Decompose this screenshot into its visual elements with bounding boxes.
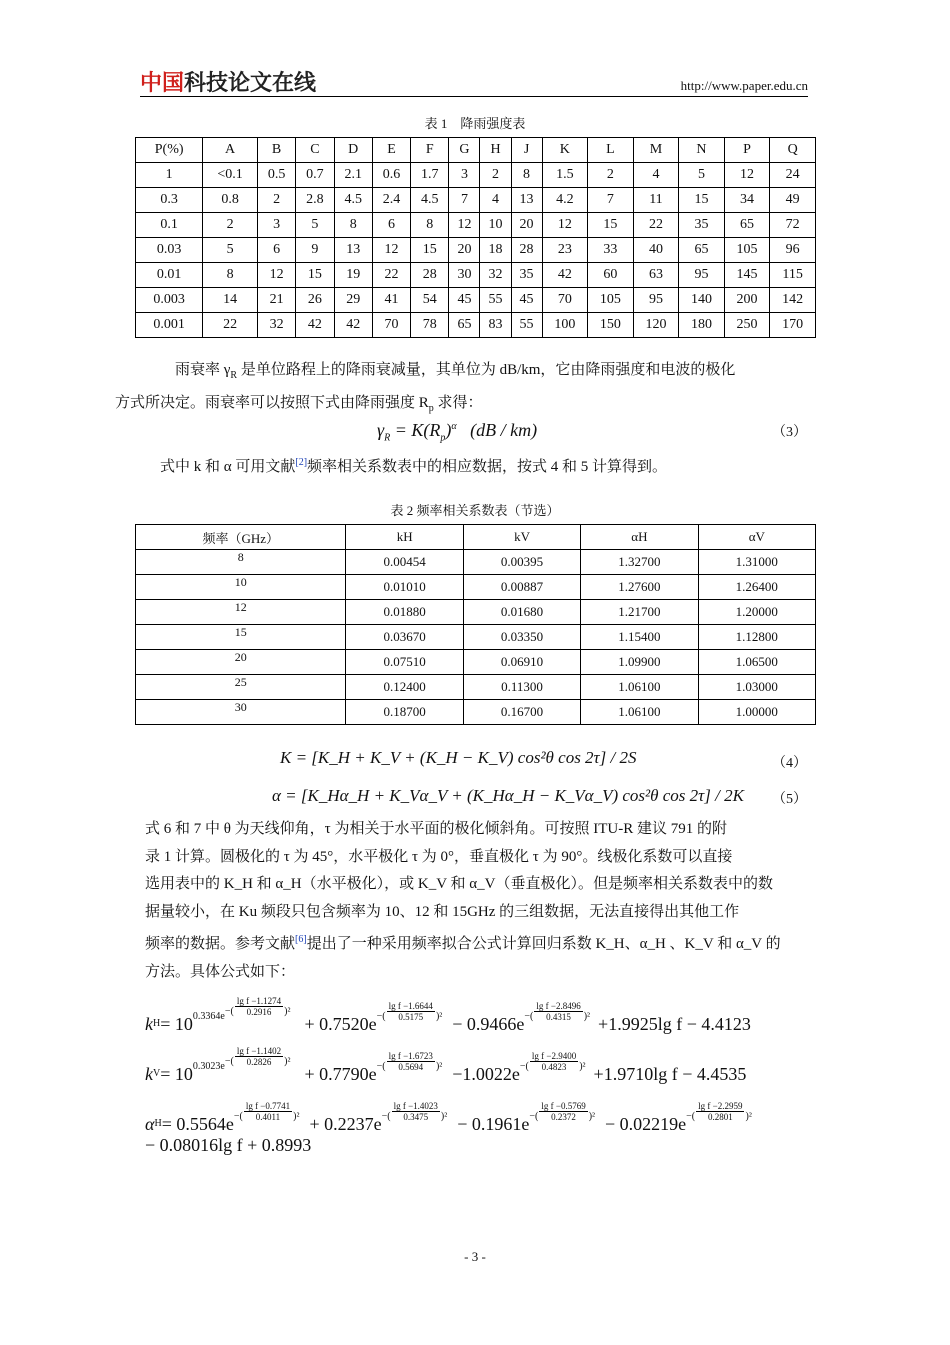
- table-cell: 15: [136, 625, 346, 650]
- text-line: 式 6 和 7 中 θ 为天线仰角，τ 为相关于水平面的极化倾斜角。可按照 ITU-R 建议 791 的附: [145, 821, 727, 837]
- header-url[interactable]: http://www.paper.edu.cn: [680, 78, 808, 93]
- table-cell: 1.09900: [581, 650, 698, 675]
- fraction: [235, 1046, 283, 1067]
- formula-term: − 0.02219e: [605, 1114, 687, 1134]
- frequency-coefficient-table: [135, 524, 816, 725]
- table-cell: 95: [633, 288, 679, 313]
- formula-lhs: k: [145, 1014, 153, 1034]
- table-row: [136, 625, 816, 650]
- table-row: [136, 313, 816, 338]
- table-cell: 1.21700: [581, 600, 698, 625]
- table-cell: 15: [679, 188, 725, 213]
- fraction: [539, 1101, 587, 1122]
- table-cell: 70: [372, 313, 410, 338]
- table-cell: 4: [633, 163, 679, 188]
- text-line: 据量较小，在 Ku 频段只包含频率为 10、12 和 15GHz 的三组数据，无法直接得出其他工作: [145, 903, 740, 920]
- table-cell: 142: [770, 288, 816, 313]
- formula-term: −1.0022e: [452, 1064, 520, 1084]
- column-header: C: [296, 138, 334, 163]
- column-header: P: [724, 138, 770, 163]
- text: 提出了一种采用频率拟合公式计算回归系数 K_H、α_H 、K_V 和 α_V 的: [306, 936, 781, 953]
- formula-line: [145, 984, 865, 1034]
- table-cell: 0.06910: [463, 650, 580, 675]
- formula-lhs-subscript: H: [153, 1018, 161, 1029]
- table-cell: 20: [449, 238, 480, 263]
- table-cell: 7: [449, 188, 480, 213]
- table-cell: 42: [296, 313, 334, 338]
- table2-caption: 表 2 频率相关系数表（节选）: [390, 503, 560, 518]
- table-row: [136, 575, 816, 600]
- table-cell: 0.00454: [346, 550, 463, 575]
- numerator: lg f −1.6723: [388, 1051, 433, 1061]
- fraction: [696, 1101, 744, 1122]
- table-cell: 150: [588, 313, 634, 338]
- table-cell: 18: [480, 238, 511, 263]
- table-cell: 40: [633, 238, 679, 263]
- column-header: H: [480, 138, 511, 163]
- equation-3: [377, 420, 537, 444]
- formula-tail: +1.9710lg f − 4.4535: [593, 1064, 747, 1084]
- eq-part: = K(R: [390, 420, 441, 440]
- numerator: lg f −1.4023: [393, 1101, 438, 1111]
- table-cell: 115: [770, 263, 816, 288]
- table-cell: 0.3: [136, 188, 203, 213]
- table-cell: 0.01680: [463, 600, 580, 625]
- table-cell: 63: [633, 263, 679, 288]
- column-header: J: [511, 138, 542, 163]
- column-header: M: [633, 138, 679, 163]
- table-cell: 0.7: [296, 163, 334, 188]
- formula-term: + 0.7790e: [304, 1064, 377, 1084]
- table-cell: 28: [411, 263, 449, 288]
- table-cell: 2: [588, 163, 634, 188]
- table-cell: 41: [372, 288, 410, 313]
- table-cell: 13: [334, 238, 372, 263]
- text: 频率相关系数表中的相应数据，按式 4 和 5 计算得到。: [307, 459, 668, 475]
- table-cell: 10: [136, 575, 346, 600]
- text: 方式所决定。雨衰率可以按照下式由降雨强度 R: [115, 394, 429, 411]
- equation-3-number: （3）: [772, 425, 807, 440]
- table-cell: 26: [296, 288, 334, 313]
- column-header: F: [411, 138, 449, 163]
- table-cell: 30: [136, 700, 346, 725]
- formula-continuation: − 0.08016lg f + 0.8993: [145, 1135, 312, 1155]
- eq-part: ): [445, 420, 452, 440]
- formula-lhs-subscript: H: [154, 1118, 162, 1129]
- eq-sub: R: [384, 432, 391, 444]
- page-number: - 3 -: [464, 1249, 486, 1264]
- table-cell: 1.06500: [698, 650, 815, 675]
- table-cell: 21: [257, 288, 295, 313]
- table-cell: 2.8: [296, 188, 334, 213]
- fraction: [387, 1001, 435, 1022]
- table-cell: 4.5: [411, 188, 449, 213]
- column-header: E: [372, 138, 410, 163]
- table-row: [136, 238, 816, 263]
- fraction: [530, 1051, 578, 1072]
- table-cell: 140: [679, 288, 725, 313]
- table-cell: 65: [449, 313, 480, 338]
- text: 式中 k 和 α 可用文献: [160, 459, 296, 475]
- text-line: [145, 926, 810, 959]
- equation-5-number: （5）: [772, 792, 807, 807]
- denominator: 0.4011: [255, 1112, 281, 1122]
- numerator: lg f −0.5769: [541, 1101, 586, 1111]
- table-cell: <0.1: [203, 163, 258, 188]
- text: 是单位路程上的降雨衰减量，其单位为 dB/km，它由降雨强度和电波的极化: [237, 362, 736, 378]
- numerator: lg f −1.6644: [388, 1001, 433, 1011]
- table-row: [136, 700, 816, 725]
- table-cell: 0.07510: [346, 650, 463, 675]
- table-cell: 12: [724, 163, 770, 188]
- column-header: kH: [346, 525, 463, 550]
- table-cell: 250: [724, 313, 770, 338]
- table-cell: 7: [588, 188, 634, 213]
- table-cell: 65: [679, 238, 725, 263]
- denominator: 0.5175: [398, 1012, 424, 1022]
- paragraph-polarization: [145, 816, 810, 987]
- table-cell: 0.00887: [463, 575, 580, 600]
- table-cell: 45: [449, 288, 480, 313]
- table-cell: 9: [296, 238, 334, 263]
- table-row: [136, 188, 816, 213]
- table-cell: 3: [449, 163, 480, 188]
- table-cell: 5: [679, 163, 725, 188]
- table-cell: 15: [588, 213, 634, 238]
- table-cell: 0.01880: [346, 600, 463, 625]
- citation-link[interactable]: [2]: [295, 457, 308, 468]
- subscript: p: [428, 402, 434, 414]
- exponent: −( $\frac{\text{lg f −1.6644}}{0.5175}$ )²: [376, 1001, 443, 1022]
- table-cell: 4.2: [542, 188, 588, 213]
- table-cell: 78: [411, 313, 449, 338]
- table-cell: 200: [724, 288, 770, 313]
- table-cell: 145: [724, 263, 770, 288]
- table-cell: 105: [588, 288, 634, 313]
- denominator: 0.2801: [707, 1112, 733, 1122]
- table-row: [136, 650, 816, 675]
- table-cell: 54: [411, 288, 449, 313]
- table-cell: 19: [334, 263, 372, 288]
- table-header-row: [136, 138, 816, 163]
- formula-lhs-subscript: V: [153, 1068, 161, 1079]
- exponent: −( $\frac{\text{lg f −0.7741}}{0.4011}$ )²: [233, 1101, 300, 1122]
- column-header: N: [679, 138, 725, 163]
- table-cell: 60: [588, 263, 634, 288]
- formula-term: − 0.9466e: [452, 1014, 525, 1034]
- table-cell: 2.1: [334, 163, 372, 188]
- text: 求得：: [433, 394, 483, 411]
- table-cell: 0.1: [136, 213, 203, 238]
- table-cell: 0.003: [136, 288, 203, 313]
- formula-term: − 0.1961e: [457, 1114, 530, 1134]
- table-cell: 0.8: [203, 188, 258, 213]
- table-cell: 34: [724, 188, 770, 213]
- table-cell: 22: [633, 213, 679, 238]
- table-cell: 0.01: [136, 263, 203, 288]
- numerator: lg f −1.1402: [236, 1046, 282, 1056]
- table-cell: 12: [257, 263, 295, 288]
- text: 雨衰率 γ: [175, 362, 231, 378]
- subscript: R: [230, 370, 238, 381]
- table-cell: 30: [449, 263, 480, 288]
- table-cell: 29: [334, 288, 372, 313]
- table-cell: 1.32700: [581, 550, 698, 575]
- eq-sub: p: [440, 432, 446, 444]
- formula-lhs: α: [145, 1114, 155, 1134]
- table-cell: 35: [511, 263, 542, 288]
- numerator: lg f −2.9400: [531, 1051, 577, 1061]
- table-cell: 2: [257, 188, 295, 213]
- table-cell: 1.03000: [698, 675, 815, 700]
- table-cell: 0.01010: [346, 575, 463, 600]
- table-cell: 55: [480, 288, 511, 313]
- equation-4: K = [K_H + K_V + (K_H − K_V) cos²θ cos 2τ] / 2S: [280, 748, 637, 767]
- column-header: Q: [770, 138, 816, 163]
- column-header: A: [203, 138, 258, 163]
- table-cell: 20: [511, 213, 542, 238]
- table-cell: 1: [136, 163, 203, 188]
- table-cell: 105: [724, 238, 770, 263]
- table-cell: 33: [588, 238, 634, 263]
- table-cell: 1.7: [411, 163, 449, 188]
- formula-line: [145, 1034, 865, 1084]
- table-cell: 5: [296, 213, 334, 238]
- denominator: 0.3475: [403, 1112, 429, 1122]
- denominator: 0.4315: [546, 1012, 571, 1022]
- table-cell: 12: [449, 213, 480, 238]
- table-cell: 55: [511, 313, 542, 338]
- table-cell: 0.00395: [463, 550, 580, 575]
- eq-part: γ: [377, 420, 385, 440]
- table-cell: 1.26400: [698, 575, 815, 600]
- table-cell: 120: [633, 313, 679, 338]
- column-header: B: [257, 138, 295, 163]
- table-row: [136, 288, 816, 313]
- table-cell: 8: [334, 213, 372, 238]
- table-cell: 45: [511, 288, 542, 313]
- table-cell: 10: [480, 213, 511, 238]
- table-cell: 2.4: [372, 188, 410, 213]
- table-cell: 83: [480, 313, 511, 338]
- table-cell: 1.06100: [581, 675, 698, 700]
- table-cell: 49: [770, 188, 816, 213]
- table-row: [136, 213, 816, 238]
- table-cell: 65: [724, 213, 770, 238]
- denominator: 0.2372: [551, 1112, 576, 1122]
- table-cell: 8: [136, 550, 346, 575]
- numerator: lg f −2.8496: [536, 1001, 581, 1011]
- table-cell: 32: [480, 263, 511, 288]
- table-row: [136, 163, 816, 188]
- table-cell: 4.5: [334, 188, 372, 213]
- table-row: [136, 550, 816, 575]
- exponent: [193, 996, 295, 1034]
- denominator: 0.2826: [246, 1057, 272, 1067]
- table-cell: 13: [511, 188, 542, 213]
- column-header: 频率（GHz）: [136, 525, 346, 550]
- table-cell: 8: [411, 213, 449, 238]
- rain-intensity-table: [135, 137, 816, 338]
- table-cell: 22: [203, 313, 258, 338]
- logo-red-text: 中国: [140, 71, 185, 96]
- table-cell: 0.5: [257, 163, 295, 188]
- table-cell: 0.16700: [463, 700, 580, 725]
- formula-equals: = 0.5564e: [161, 1114, 234, 1134]
- table-cell: 12: [372, 238, 410, 263]
- exponent: −( $\frac{\text{lg f −1.4023}}{0.3475}$ )²: [381, 1101, 448, 1122]
- regression-formulas: [145, 984, 865, 1160]
- numerator: lg f −2.2959: [698, 1101, 743, 1111]
- table-cell: 1.27600: [581, 575, 698, 600]
- denominator: 0.4823: [541, 1062, 567, 1072]
- table-cell: 1.15400: [581, 625, 698, 650]
- table-cell: 95: [679, 263, 725, 288]
- table-cell: 0.03670: [346, 625, 463, 650]
- table-cell: 100: [542, 313, 588, 338]
- formula-term: + 0.7520e: [304, 1014, 377, 1034]
- table-row: [136, 600, 816, 625]
- table-cell: 170: [770, 313, 816, 338]
- paragraph-rain-attenuation: [115, 357, 810, 422]
- exponent: −( $\frac{\text{lg f −1.6723}}{0.5694}$ )²: [376, 1051, 443, 1072]
- table-row: [136, 675, 816, 700]
- denominator: 0.5694: [398, 1062, 424, 1072]
- table-cell: 5: [203, 238, 258, 263]
- table-cell: 1.06100: [581, 700, 698, 725]
- table-row: [136, 263, 816, 288]
- table-header-row: [136, 525, 816, 550]
- formula-term: + 0.2237e: [309, 1114, 382, 1134]
- fraction: [235, 996, 283, 1017]
- table-cell: 70: [542, 288, 588, 313]
- table-cell: 1.5: [542, 163, 588, 188]
- table-cell: 72: [770, 213, 816, 238]
- table-cell: 3: [257, 213, 295, 238]
- column-header: K: [542, 138, 588, 163]
- table-cell: 35: [679, 213, 725, 238]
- exponent: −( $\frac{\text{lg f −2.2959}}{0.2801}$ )²: [686, 1101, 752, 1122]
- text-line: 录 1 计算。圆极化的 τ 为 45°，水平极化 τ 为 0°，垂直极化 τ 为 90°。线极化系数可以直接: [145, 848, 733, 865]
- table-cell: 15: [411, 238, 449, 263]
- table-cell: 8: [511, 163, 542, 188]
- table-cell: 28: [511, 238, 542, 263]
- table-cell: 1.31000: [698, 550, 815, 575]
- table-cell: 42: [334, 313, 372, 338]
- numerator: lg f −1.1274: [236, 996, 282, 1006]
- table-cell: 0.001: [136, 313, 203, 338]
- table-cell: 0.6: [372, 163, 410, 188]
- table-cell: 20: [136, 650, 346, 675]
- header-divider: [140, 96, 808, 97]
- eq-unit: (dB / km): [470, 420, 538, 440]
- table-cell: 32: [257, 313, 295, 338]
- table-cell: 14: [203, 288, 258, 313]
- table-cell: 11: [633, 188, 679, 213]
- table-cell: 1.12800: [698, 625, 815, 650]
- table-cell: 42: [542, 263, 588, 288]
- citation-link[interactable]: [6]: [295, 934, 307, 946]
- exponent: [193, 1046, 295, 1084]
- table-cell: 6: [372, 213, 410, 238]
- fraction: [392, 1101, 440, 1122]
- eq-sup: α: [451, 421, 457, 432]
- text-line: 选用表中的 K_H 和 α_H（水平极化），或 K_V 和 α_V（垂直极化）。但是频率相关系数表中的数: [145, 876, 773, 893]
- text-line: 方法。具体公式如下：: [145, 963, 296, 980]
- exponent: −( $\frac{\text{lg f −2.8496}}{0.4315}$ )²: [524, 1001, 591, 1022]
- exponent-coefficient: 0.3364e: [192, 1011, 225, 1022]
- table-cell: 25: [136, 675, 346, 700]
- table-cell: 0.18700: [346, 700, 463, 725]
- logo: [140, 66, 316, 97]
- exponent: −( $\frac{\text{lg f −0.5769}}{0.2372}$ )²: [529, 1101, 596, 1122]
- formula-equals: = 10: [160, 1014, 193, 1034]
- formula-tail: +1.9925lg f − 4.4123: [598, 1014, 751, 1034]
- table-cell: 1.20000: [698, 600, 815, 625]
- fraction: [387, 1051, 435, 1072]
- equation-5: α = [K_Hα_H + K_Vα_V + (K_Hα_H − K_Vα_V) cos²θ cos 2τ] / 2K: [272, 786, 744, 805]
- paragraph-reference: [160, 449, 825, 482]
- table-cell: 180: [679, 313, 725, 338]
- formula-lhs: k: [145, 1064, 153, 1084]
- fraction: [244, 1101, 292, 1122]
- numerator: lg f −0.7741: [245, 1101, 291, 1111]
- table-cell: 2: [480, 163, 511, 188]
- table-cell: 96: [770, 238, 816, 263]
- exponent-coefficient: 0.3023e: [192, 1061, 225, 1072]
- table-cell: 8: [203, 263, 258, 288]
- exponent: −( $\frac{\text{lg f −1.1274}}{0.2916}$ )²: [224, 996, 291, 1017]
- table-cell: 23: [542, 238, 588, 263]
- table-cell: 0.03: [136, 238, 203, 263]
- column-header: kV: [463, 525, 580, 550]
- formula-line: [145, 1084, 865, 1134]
- column-header: L: [588, 138, 634, 163]
- table1-caption: 表 1 降雨强度表: [424, 116, 526, 131]
- column-header: αH: [581, 525, 698, 550]
- fraction: [534, 1001, 582, 1022]
- column-header: G: [449, 138, 480, 163]
- table-cell: 4: [480, 188, 511, 213]
- denominator: 0.2916: [246, 1007, 272, 1017]
- table-cell: 15: [296, 263, 334, 288]
- table-cell: 12: [136, 600, 346, 625]
- table-cell: 22: [372, 263, 410, 288]
- text: 频率的数据。参考文献: [145, 936, 296, 953]
- equation-4-number: （4）: [772, 756, 807, 771]
- exponent: −( $\frac{\text{lg f −2.9400}}{0.4823}$ )²: [519, 1051, 586, 1072]
- table-cell: 6: [257, 238, 295, 263]
- exponent: −( $\frac{\text{lg f −1.1402}}{0.2826}$ )²: [224, 1046, 291, 1067]
- table-cell: 24: [770, 163, 816, 188]
- table-cell: 0.12400: [346, 675, 463, 700]
- column-header: P(%): [136, 138, 203, 163]
- table-cell: 12: [542, 213, 588, 238]
- logo-black-text: 科技论文在线: [184, 71, 317, 96]
- column-header: αV: [698, 525, 815, 550]
- formula-equals: = 10: [160, 1064, 193, 1084]
- column-header: D: [334, 138, 372, 163]
- table-cell: 1.00000: [698, 700, 815, 725]
- table-cell: 0.03350: [463, 625, 580, 650]
- table-cell: 2: [203, 213, 258, 238]
- table-cell: 0.11300: [463, 675, 580, 700]
